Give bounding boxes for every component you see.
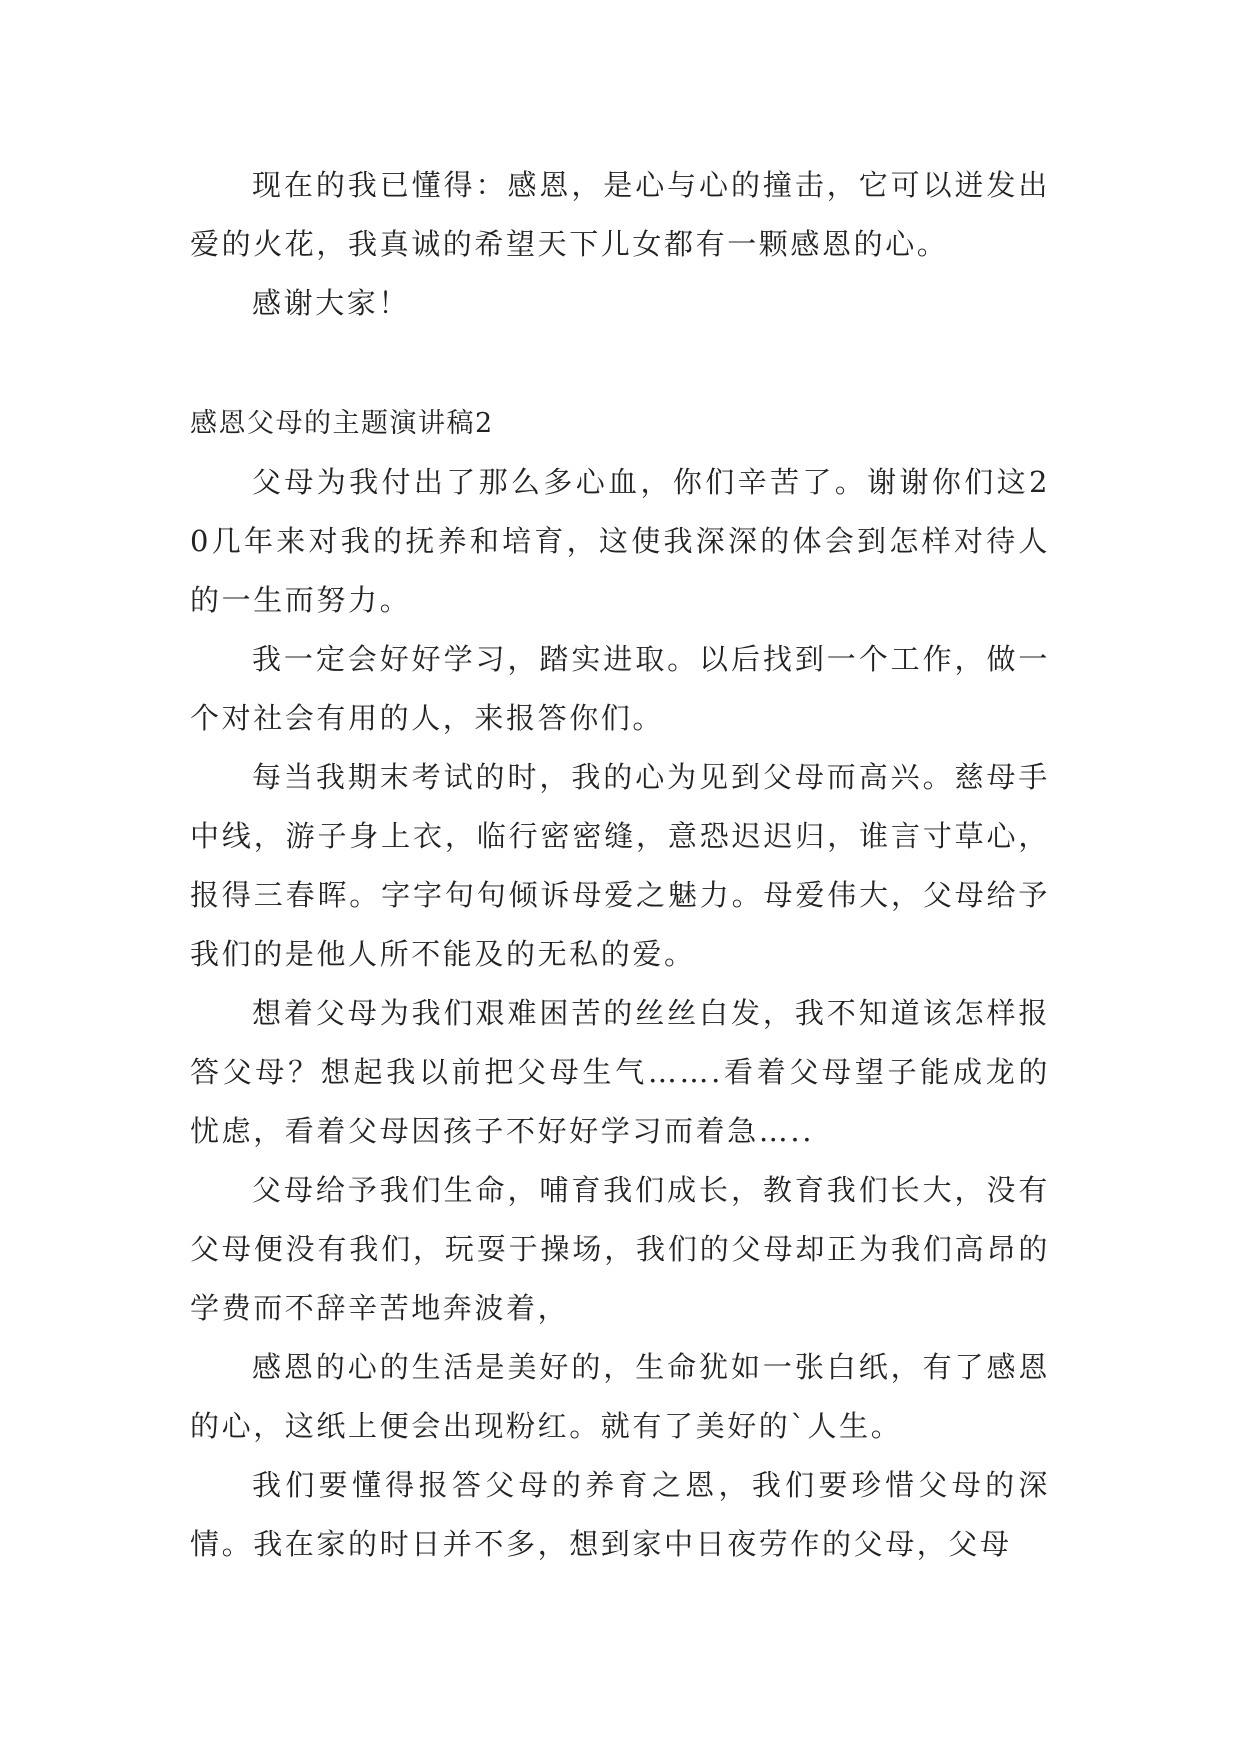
section-gap xyxy=(190,333,1050,394)
paragraph: 想着父母为我们艰难困苦的丝丝白发，我不知道该怎样报答父母？想起我以前把父母生气…….看着父母望子能成龙的忧虑，看着父母因孩子不好好学习而着急….. xyxy=(190,996,1050,1148)
paragraph: 每当我期末考试的时，我的心为见到父母而高兴。慈母手中线，游子身上衣，临行密密缝，意恐迟迟归，谁言寸草心，报得三春晖。字字句句倾诉母爱之魅力。母爱伟大，父母给予我们的是他人所不能及的无私的爱。 xyxy=(190,760,1050,971)
section-title: 感恩父母的主题演讲稿2 xyxy=(190,408,494,439)
paragraph: 父母为我付出了那么多心血，你们辛苦了。谢谢你们这20几年来对我的抚养和培育，这使我深深的体会到怎样对待人的一生而努力。 xyxy=(190,465,1050,617)
paragraph: 感恩的心的生活是美好的，生命犹如一张白纸，有了感恩的心，这纸上便会出现粉红。就有了美好的`人生。 xyxy=(190,1350,1050,1443)
paragraph: 我一定会好好学习，踏实进取。以后找到一个工作，做一个对社会有用的人，来报答你们。 xyxy=(190,642,1050,735)
paragraph: 父母给予我们生命，哺育我们成长，教育我们长大，没有父母便没有我们，玩耍于操场，我们的父母却正为我们高昂的学费而不辞辛苦地奔波着， xyxy=(190,1173,1050,1325)
paragraph: 感谢大家！ xyxy=(252,286,411,320)
document-body xyxy=(190,156,1050,1574)
paragraph: 现在的我已懂得：感恩，是心与心的撞击，它可以迸发出爱的火花，我真诚的希望天下儿女都有一颗感恩的心。 xyxy=(190,168,1050,261)
paragraph: 我们要懂得报答父母的养育之恩，我们要珍惜父母的深情。我在家的时日并不多，想到家中日夜劳作的父母，父母 xyxy=(190,1468,1050,1561)
